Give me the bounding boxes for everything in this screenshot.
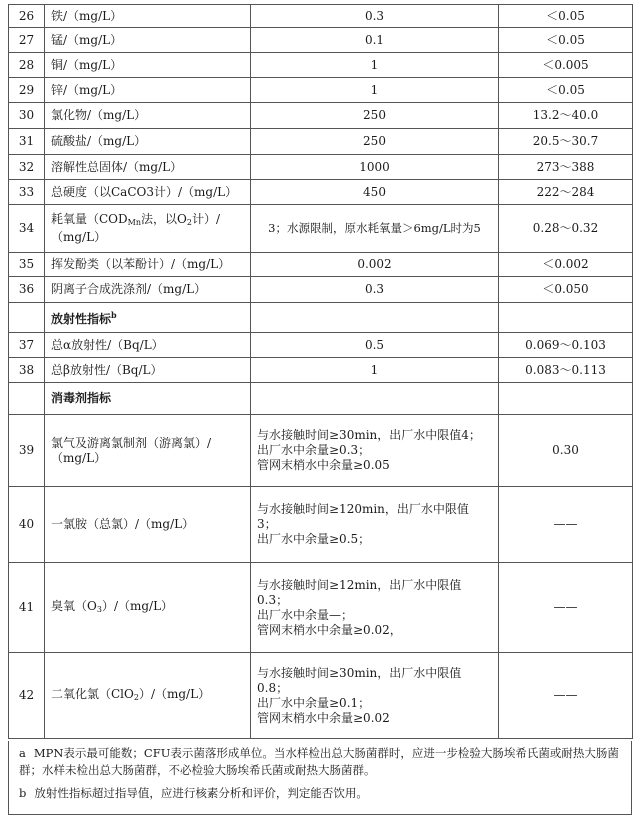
table-row	[9, 277, 633, 303]
row-number: 35	[9, 253, 45, 277]
indicator-name: 氯化物/（mg/L）	[45, 103, 251, 129]
indicator-name: 总硬度（以CaCO3计）/（mg/L）	[45, 180, 251, 205]
indicator-name	[45, 653, 251, 739]
indicator-name: 挥发酚类（以苯酚计）/（mg/L）	[45, 253, 251, 277]
row-number: 27	[9, 28, 45, 53]
table-row	[9, 333, 633, 358]
limit-value	[251, 415, 499, 487]
limit-value: 0.5	[251, 333, 499, 358]
row-number: 33	[9, 180, 45, 205]
footnote-marker: b	[111, 310, 117, 320]
measured-value: ＜0.002	[499, 253, 633, 277]
indicator-name-part: 耗氧量（COD	[51, 212, 128, 226]
limit-value: 1000	[251, 155, 499, 180]
row-number: 42	[9, 653, 45, 739]
indicator-name-part: 臭氧（O	[51, 598, 97, 613]
measured-value: ＜0.05	[499, 28, 633, 53]
note-a	[19, 745, 621, 779]
measured-value: ＜0.005	[499, 53, 633, 78]
measured-value: ＜0.050	[499, 277, 633, 303]
measured-value: ＜0.05	[499, 78, 633, 103]
indicator-name: 阴离子合成洗涤剂/（mg/L）	[45, 277, 251, 303]
table-row	[9, 155, 633, 180]
table-row	[9, 78, 633, 103]
limit-value: 3；水源限制，原水耗氧量＞6mg/L时为5	[251, 205, 499, 253]
empty-cell	[499, 303, 633, 333]
limit-value: 250	[251, 129, 499, 155]
empty-cell	[251, 303, 499, 333]
table-row	[9, 253, 633, 277]
row-number: 30	[9, 103, 45, 129]
row-number: 34	[9, 205, 45, 253]
indicator-name-part: ）/（mg/L）	[138, 686, 211, 701]
limit-line: 管网末梢水中余量≥0.05	[257, 458, 390, 472]
limit-value: 1	[251, 358, 499, 383]
limit-value: 0.002	[251, 253, 499, 277]
indicator-name-part: ）/（mg/L）	[101, 598, 174, 613]
limit-value	[251, 653, 499, 739]
row-number: 41	[9, 563, 45, 653]
indicator-name: 锌/（mg/L）	[45, 78, 251, 103]
measured-value: ——	[499, 653, 633, 739]
table-row	[9, 5, 633, 28]
note-text: 放射性指标超过指导值，应进行核素分析和评价，判定能否饮用。	[34, 786, 368, 800]
section-row	[9, 383, 633, 415]
indicator-name: 铜/（mg/L）	[45, 53, 251, 78]
table-row	[9, 563, 633, 653]
limit-line: 与水接触时间≥30min，出厂水中限值	[257, 665, 462, 680]
water-quality-table	[8, 4, 633, 739]
note-text: MPN表示最可能数；CFU表示菌落形成单位。当水样检出总大肠菌群时，应进一步检验大肠埃希氏菌或耐热大肠菌群；水样未检出总大肠菌群，不必检验大肠埃希氏菌或耐热大肠菌群。	[19, 746, 619, 777]
limit-line: 出厂水中余量≥0.1；	[257, 695, 371, 710]
measured-value: 0.30	[499, 415, 633, 487]
subscript: Mn	[127, 218, 141, 227]
empty-cell	[9, 303, 45, 333]
row-number: 38	[9, 358, 45, 383]
measured-value: ——	[499, 487, 633, 563]
indicator-name-part: 二氧化氯（ClO	[51, 686, 134, 701]
measured-value: 13.2～40.0	[499, 103, 633, 129]
indicator-name: 硫酸盐/（mg/L）	[45, 129, 251, 155]
limit-value: 0.3	[251, 277, 499, 303]
measured-value: 0.069～0.103	[499, 333, 633, 358]
indicator-name-part: 计）/	[191, 212, 220, 226]
table-row	[9, 205, 633, 253]
indicator-name: 氯气及游离氯制剂（游离氯）/（mg/L）	[45, 415, 251, 487]
limit-line: 0.3；	[257, 592, 289, 607]
note-tag: a	[19, 746, 26, 760]
limit-value	[251, 487, 499, 563]
table-row	[9, 129, 633, 155]
limit-line: 与水接触时间≥30min，出厂水中限值4；	[257, 428, 481, 442]
table-row	[9, 487, 633, 563]
limit-line: 管网末梢水中余量≥0.02	[257, 710, 390, 725]
indicator-name	[45, 205, 251, 253]
table-row	[9, 103, 633, 129]
limit-value: 250	[251, 103, 499, 129]
limit-line: 3；	[257, 517, 277, 531]
measured-value: 0.28～0.32	[499, 205, 633, 253]
row-number: 31	[9, 129, 45, 155]
measured-value: 0.083～0.113	[499, 358, 633, 383]
limit-value	[251, 563, 499, 653]
indicator-name: 总β放射性/（Bq/L）	[45, 358, 251, 383]
section-title: 放射性指标	[51, 312, 112, 326]
limit-value: 1	[251, 78, 499, 103]
indicator-name	[45, 563, 251, 653]
row-number: 39	[9, 415, 45, 487]
subscript: 2	[186, 218, 192, 227]
limit-line: 出厂水中余量—；	[257, 607, 354, 622]
table-row	[9, 53, 633, 78]
note-tag: b	[19, 786, 27, 800]
row-number: 36	[9, 277, 45, 303]
indicator-name: 锰/（mg/L）	[45, 28, 251, 53]
table-row	[9, 358, 633, 383]
indicator-name-part: 法，以O	[141, 212, 187, 226]
row-number: 37	[9, 333, 45, 358]
row-number: 29	[9, 78, 45, 103]
note-b	[19, 785, 621, 802]
section-row	[9, 303, 633, 333]
measured-value: 222～284	[499, 180, 633, 205]
row-number: 28	[9, 53, 45, 78]
limit-line: 出厂水中余量≥0.3；	[257, 443, 371, 457]
section-heading: 消毒剂指标	[45, 383, 251, 415]
limit-line: 0.8；	[257, 680, 289, 695]
limit-value: 0.1	[251, 28, 499, 53]
indicator-name: 溶解性总固体/（mg/L）	[45, 155, 251, 180]
limit-line: 与水接触时间≥12min，出厂水中限值	[257, 577, 462, 592]
limit-line: 管网末梢水中余量≥0.02，	[257, 622, 402, 637]
section-heading	[45, 303, 251, 333]
table-row	[9, 28, 633, 53]
table-row	[9, 653, 633, 739]
limit-value: 1	[251, 53, 499, 78]
table-row	[9, 415, 633, 487]
indicator-unit: （mg/L）	[51, 230, 107, 244]
row-number: 40	[9, 487, 45, 563]
limit-line: 与水接触时间≥120min，出厂水中限值	[257, 502, 469, 516]
table-row	[9, 180, 633, 205]
row-number: 26	[9, 5, 45, 28]
empty-cell	[499, 383, 633, 415]
row-number: 32	[9, 155, 45, 180]
subscript: 3	[96, 604, 102, 614]
indicator-name: 一氯胺（总氯）/（mg/L）	[45, 487, 251, 563]
table-notes	[8, 741, 632, 815]
measured-value: 273～388	[499, 155, 633, 180]
limit-line: 出厂水中余量≥0.5；	[257, 532, 371, 546]
measured-value: ——	[499, 563, 633, 653]
subscript: 2	[133, 692, 139, 702]
measured-value: 20.5～30.7	[499, 129, 633, 155]
empty-cell	[9, 383, 45, 415]
measured-value: ＜0.05	[499, 5, 633, 28]
limit-value: 450	[251, 180, 499, 205]
limit-value: 0.3	[251, 5, 499, 28]
empty-cell	[251, 383, 499, 415]
indicator-name: 铁/（mg/L）	[45, 5, 251, 28]
indicator-name: 总α放射性/（Bq/L）	[45, 333, 251, 358]
